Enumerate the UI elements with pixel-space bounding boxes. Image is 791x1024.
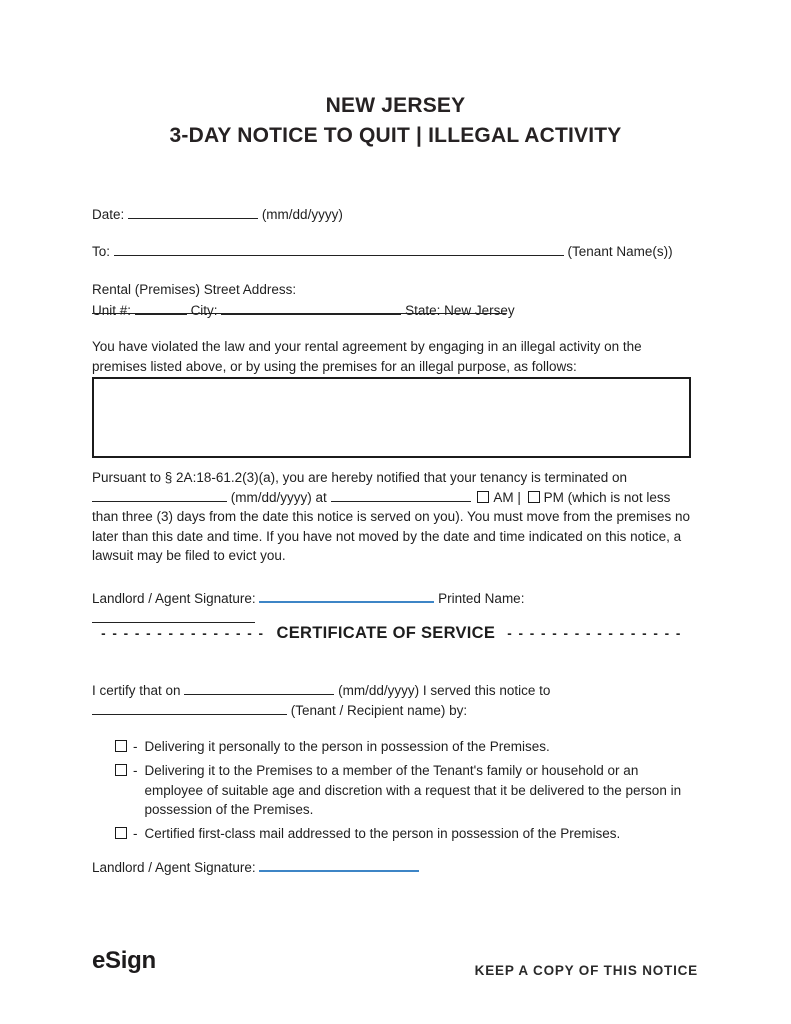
am-pm-separator: | — [517, 489, 521, 505]
certificate-signature-input-line[interactable] — [259, 869, 419, 872]
certificate-dashes-left: - - - - - - - - - - - - - - - — [101, 626, 265, 641]
service-personal-checkbox[interactable] — [115, 740, 127, 752]
unit-city-state-row — [92, 301, 691, 321]
certificate-dashes-right: - - - - - - - - - - - - - - - - — [507, 626, 682, 641]
city-input-line[interactable] — [221, 312, 401, 315]
date-row — [92, 205, 691, 225]
city-label: City: — [190, 303, 218, 318]
certify-text-after-recipient: (Tenant / Recipient name) by: — [290, 703, 468, 718]
illegal-activity-details-box[interactable] — [92, 377, 691, 458]
unit-input-line[interactable] — [135, 312, 187, 315]
state-label: State: — [405, 303, 441, 318]
tenant-name-hint: (Tenant Name(s)) — [567, 244, 673, 259]
service-methods-list — [115, 737, 691, 848]
termination-date-input-line[interactable] — [92, 499, 227, 502]
violation-paragraph: You have violated the law and your rental agreement by engaging in an illegal activity on the premises listed above, or by using the premises for an illegal purpose, as follows: — [92, 339, 642, 374]
tenant-row — [92, 242, 691, 262]
document-title-line2: 3-DAY NOTICE TO QUIT | ILLEGAL ACTIVITY — [169, 124, 622, 147]
document-title — [0, 91, 791, 151]
tenant-name-input-line[interactable] — [114, 253, 564, 256]
printed-name-input-line[interactable] — [92, 620, 255, 623]
date-format-hint: (mm/dd/yyyy) — [261, 207, 343, 222]
service-method-row-personal — [115, 737, 691, 757]
service-method-row-household — [115, 761, 691, 820]
service-bullet-dash: - — [133, 739, 138, 754]
service-mail-checkbox[interactable] — [115, 827, 127, 839]
termination-time-input-line[interactable] — [331, 499, 471, 502]
pm-label: PM — [543, 489, 564, 505]
certify-recipient-input-line[interactable] — [92, 712, 287, 715]
printed-name-label: Printed Name: — [438, 591, 525, 606]
service-mail-label: Certified first-class mail addressed to the person in possession of the Premises. — [144, 826, 621, 841]
service-bullet-dash: - — [133, 763, 138, 778]
landlord-signature-label: Landlord / Agent Signature: — [92, 591, 256, 606]
esign-logo: eSign — [92, 947, 156, 974]
termination-date-format-hint: (mm/dd/yyyy) at — [230, 489, 327, 505]
pm-checkbox[interactable] — [528, 491, 540, 503]
document-title-line1: NEW JERSEY — [325, 94, 466, 117]
termination-paragraph — [92, 468, 691, 566]
state-value: New Jersey — [444, 303, 515, 318]
certificate-heading: CERTIFICATE OF SERVICE — [276, 624, 496, 642]
service-personal-label: Delivering it personally to the person in possession of the Premises. — [144, 739, 550, 754]
am-label: AM — [493, 489, 514, 505]
service-household-label: Delivering it to the Premises to a member of the Tenant's family or household or an employee of suitable age and discretion with a request that it be delivered to the person in possession of the Premises. — [144, 763, 682, 817]
date-input-line[interactable] — [128, 216, 258, 219]
certify-date-input-line[interactable] — [184, 692, 334, 695]
unit-label: Unit #: — [92, 303, 132, 318]
termination-text-before-date: Pursuant to § 2A:18-61.2(3)(a), you are hereby notified that your tenancy is terminated on — [92, 470, 628, 485]
certificate-signature-row — [92, 858, 691, 878]
date-label: Date: — [92, 207, 125, 222]
termination-text-after-ampm: (which is not less than three (3) days from the date this notice is served on you). You must move from the premises no later than this date and time. If you have not moved by the date and time indicated on this notice, a lawsuit may be filed to evict you. — [92, 489, 691, 564]
landlord-signature-input-line[interactable] — [259, 600, 434, 603]
street-address-label: Rental (Premises) Street Address: — [92, 282, 297, 297]
certify-text-before-date: I certify that on — [92, 683, 181, 698]
to-label: To: — [92, 244, 111, 259]
am-checkbox[interactable] — [477, 491, 489, 503]
service-bullet-dash: - — [133, 826, 138, 841]
landlord-signature-row — [92, 589, 691, 628]
certificate-of-service-header — [92, 624, 691, 644]
service-household-checkbox[interactable] — [115, 764, 127, 776]
certify-paragraph — [92, 681, 691, 721]
service-method-row-mail — [115, 824, 691, 844]
certificate-signature-label: Landlord / Agent Signature: — [92, 860, 256, 875]
certify-text-after-date: (mm/dd/yyyy) I served this notice to — [338, 683, 551, 698]
keep-copy-notice: KEEP A COPY OF THIS NOTICE — [474, 963, 698, 978]
